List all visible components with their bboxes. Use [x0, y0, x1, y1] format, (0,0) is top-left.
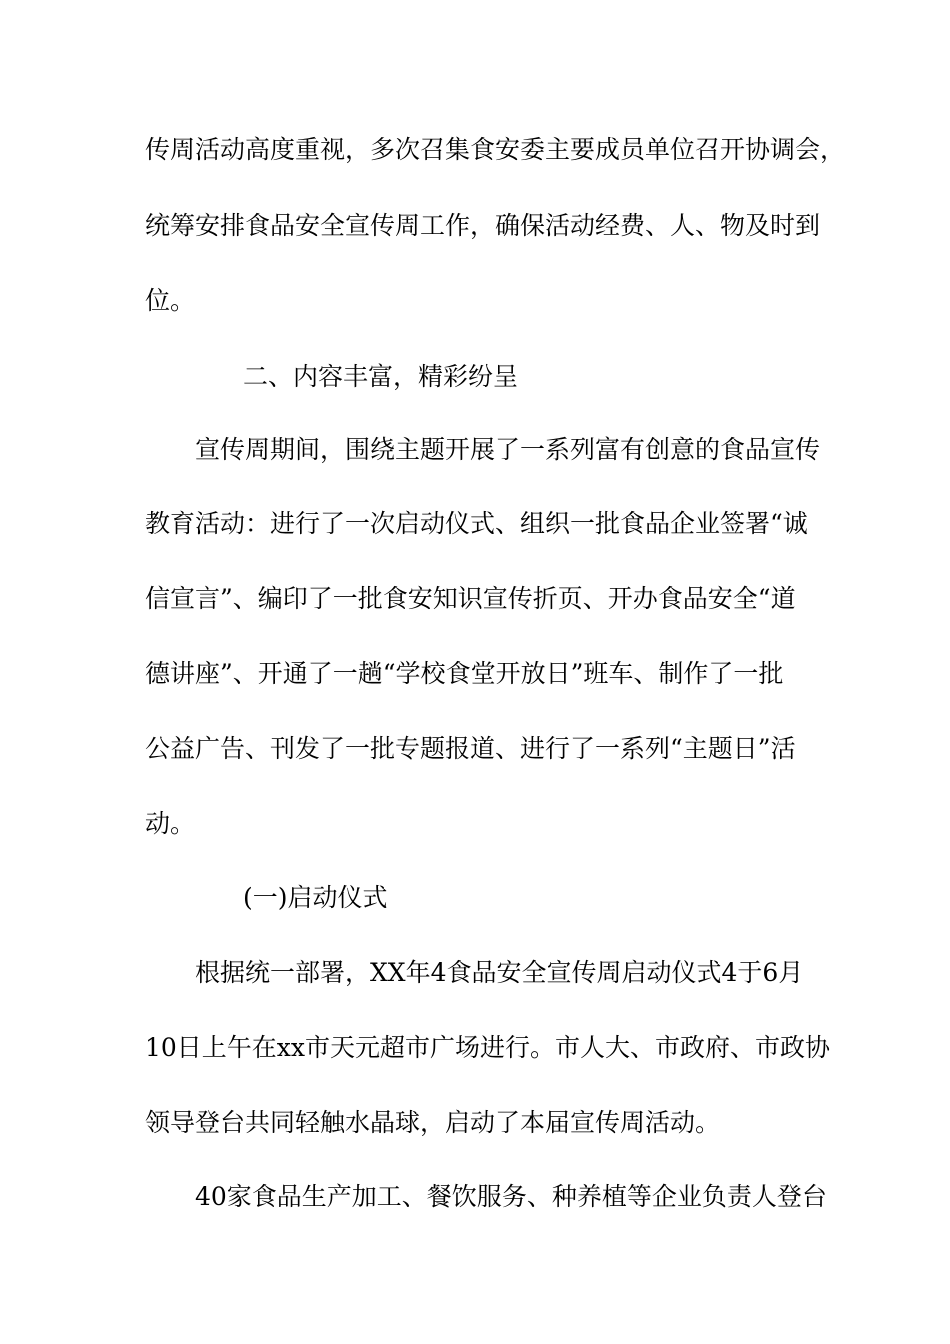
paragraph-line: 公益广告、刊发了一批专题报道、进行了一系列“主题日”活 [145, 734, 796, 763]
paragraph-line: 根据统一部署，XX年4食品安全宣传周启动仪式4于6月 [195, 958, 804, 987]
paragraph-line: 领导登台共同轻触水晶球，启动了本届宣传周活动。 [145, 1108, 721, 1137]
paragraph-line: 动。 [145, 809, 196, 838]
paragraph-line: 10日上午在xx市天元超市广场进行。市人大、市政府、市政协 [145, 1033, 831, 1062]
paragraph-line: 宣传周期间，围绕主题开展了一系列富有创意的食品宣传 [195, 435, 821, 464]
paragraph-line: 德讲座”、开通了一趟“学校食堂开放日”班车、制作了一批 [145, 659, 784, 688]
paragraph-line: 信宣言”、编印了一批食安知识宣传折页、开办食品安全“道 [145, 584, 796, 613]
paragraph-line: 位。 [145, 286, 196, 315]
paragraph-line: 传周活动高度重视，多次召集食安委主要成员单位召开协调会， [145, 135, 846, 164]
paragraph-line: 40家食品生产加工、餐饮服务、种养植等企业负责人登台 [195, 1182, 827, 1211]
paragraph-line: 教育活动：进行了一次启动仪式、组织一批食品企业签署“诚 [145, 509, 808, 538]
subsection-heading: (一)启动仪式 [243, 883, 388, 912]
paragraph-line: 统筹安排食品安全宣传周工作，确保活动经费、人、物及时到 [145, 211, 821, 240]
section-heading: 二、内容丰富，精彩纷呈 [243, 362, 519, 391]
